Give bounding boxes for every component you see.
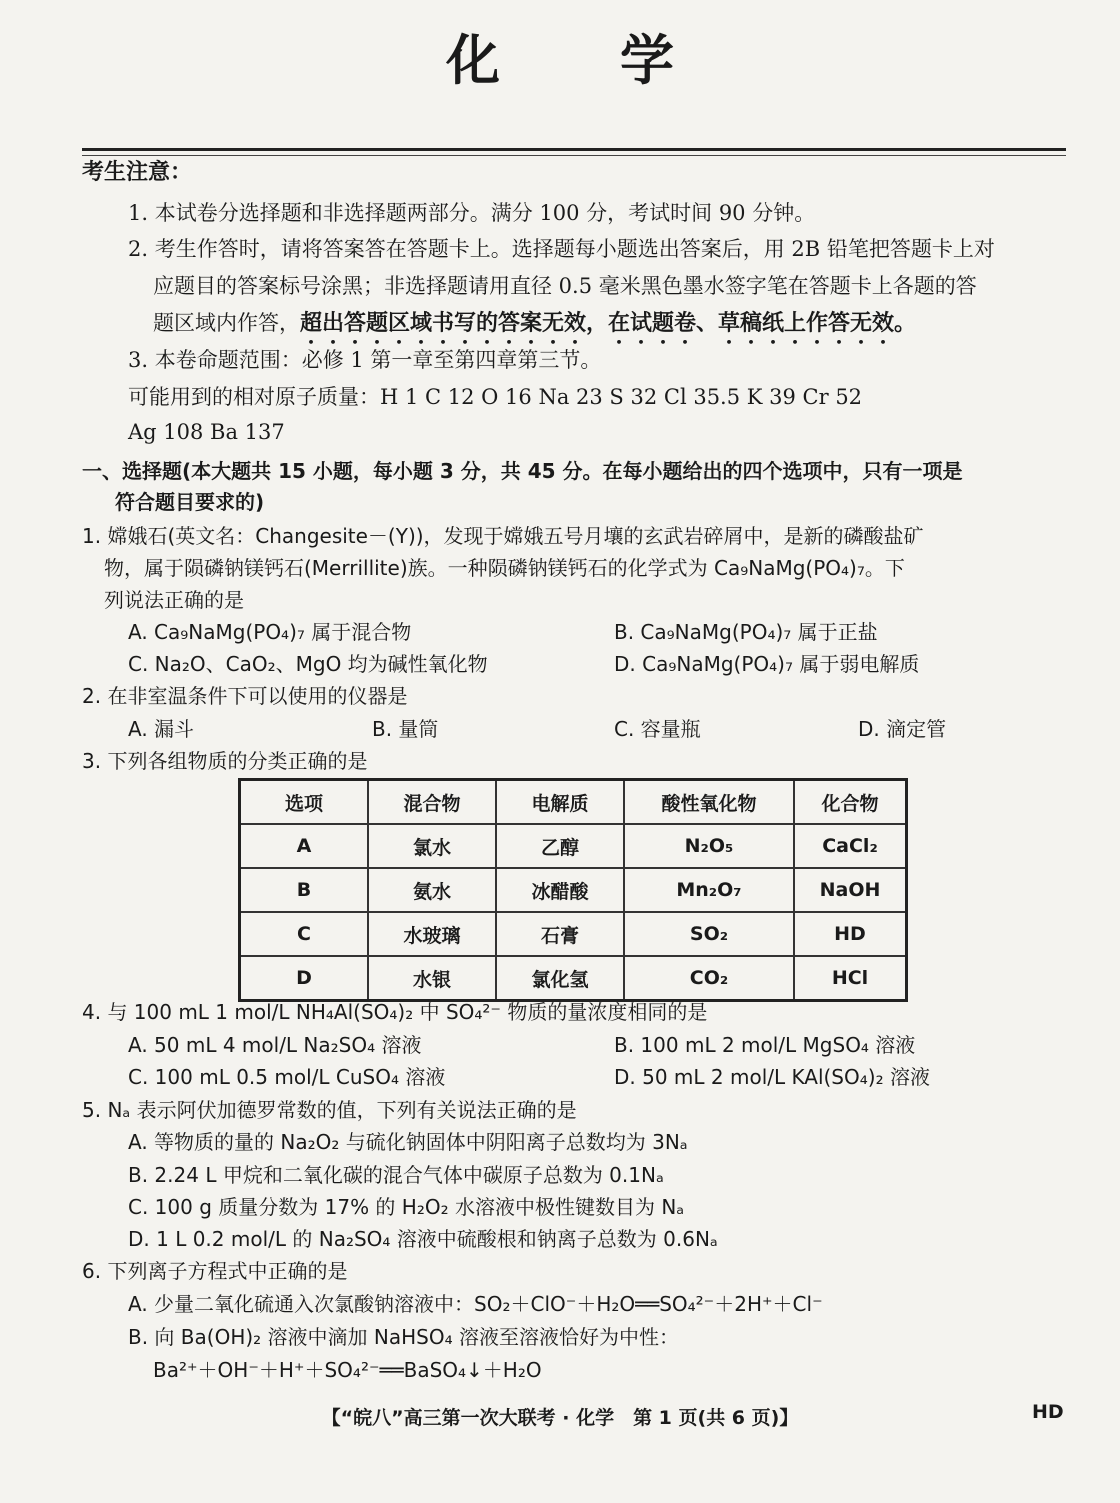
q6-option-a: A. 少量二氧化硫通入次氯酸钠溶液中：SO₂＋ClO⁻＋H₂O══SO₄²⁻＋2H⁺＋Cl⁻: [128, 1292, 823, 1316]
table-cell: A: [240, 824, 369, 868]
footer-code: HD: [1032, 1401, 1064, 1423]
q2-option-b: B. 量筒: [372, 717, 439, 741]
q2-option-d: D. 滴定管: [858, 717, 947, 741]
table-cell: 氨水: [368, 868, 496, 912]
q6-stem: 6. 下列离子方程式中正确的是: [82, 1259, 348, 1283]
table-row: [240, 912, 907, 956]
q3-stem: 3. 下列各组物质的分类正确的是: [82, 749, 368, 773]
atomic-masses-values: H 1 C 12 O 16 Na 23 S 32 Cl 35.5 K 39 Cr 52: [380, 385, 863, 409]
q1-option-d: D. Ca₉NaMg(PO₄)₇ 属于弱电解质: [614, 652, 920, 676]
q5-option-a: A. 等物质的量的 Na₂O₂ 与硫化钠固体中阴阳离子总数均为 3Nₐ: [128, 1130, 688, 1154]
table-cell: C: [240, 912, 369, 956]
q3-classification-table: [238, 778, 908, 1002]
q5-option-c: C. 100 g 质量分数为 17% 的 H₂O₂ 水溶液中极性键数目为 Nₐ: [128, 1195, 685, 1219]
atomic-masses-label: 可能用到的相对原子质量：: [128, 385, 380, 409]
q5-stem: 5. Nₐ 表示阿伏加德罗常数的值，下列有关说法正确的是: [82, 1098, 577, 1122]
table-cell: NaOH: [794, 868, 907, 912]
notice-heading: 考生注意：: [82, 160, 193, 185]
page-title: [0, 18, 1120, 95]
notice-item-2-emphasis: 超出答题区域书写的答案无效，在试题卷、草稿纸上作答无效。: [300, 311, 917, 336]
table-header-cell: 化合物: [794, 780, 907, 825]
q4-option-a: A. 50 mL 4 mol/L Na₂SO₄ 溶液: [128, 1033, 422, 1057]
notice-item-1: 1. 本试卷分选择题和非选择题两部分。满分 100 分，考试时间 90 分钟。: [128, 201, 816, 225]
title-char-2: 学: [620, 29, 674, 92]
q2-option-c: C. 容量瓶: [614, 717, 701, 741]
q1-stem-line-1: 1. 嫦娥石(英文名：Changesite－(Y))，发现于嫦娥五号月壤的玄武岩碎屑中，是新的磷酸盐矿: [82, 524, 924, 548]
q4-option-b: B. 100 mL 2 mol/L MgSO₄ 溶液: [614, 1033, 916, 1057]
q4-stem: 4. 与 100 mL 1 mol/L NH₄Al(SO₄)₂ 中 SO₄²⁻ 物质的量浓度相同的是: [82, 1000, 708, 1024]
table-cell: D: [240, 956, 369, 1001]
table-row: [240, 868, 907, 912]
q4-option-d: D. 50 mL 2 mol/L KAl(SO₄)₂ 溶液: [614, 1065, 930, 1089]
q1-option-b: B. Ca₉NaMg(PO₄)₇ 属于正盐: [614, 620, 878, 644]
header-rule-thin: [82, 155, 1066, 156]
table-row: [240, 824, 907, 868]
notice-item-3: 3. 本卷命题范围：必修 1 第一章至第四章第三节。: [128, 348, 602, 372]
table-cell: 水玻璃: [368, 912, 496, 956]
page-footer: 【“皖八”高三第一次大联考 · 化学 第 1 页(共 6 页)】: [321, 1407, 799, 1429]
table-cell: HCl: [794, 956, 907, 1001]
title-char-1: 化: [446, 29, 500, 92]
notice-item-2-line-1: 2. 考生作答时，请将答案答在答题卡上。选择题每小题选出答案后，用 2B 铅笔把答题卡上对: [128, 237, 995, 261]
table-cell: 冰醋酸: [496, 868, 624, 912]
q2-option-a: A. 漏斗: [128, 717, 195, 741]
table-cell: 氯化氢: [496, 956, 624, 1001]
q6-option-b-equation: Ba²⁺＋OH⁻＋H⁺＋SO₄²⁻══BaSO₄↓＋H₂O: [153, 1358, 542, 1382]
table-cell: Mn₂O₇: [624, 868, 794, 912]
q1-stem-line-2: 物，属于陨磷钠镁钙石(Merrillite)族。一种陨磷钠镁钙石的化学式为 Ca₉NaMg(PO₄)₇。下: [104, 556, 905, 580]
table-cell: HD: [794, 912, 907, 956]
atomic-masses-line-2: Ag 108 Ba 137: [128, 420, 285, 444]
table-header-cell: 混合物: [368, 780, 496, 825]
table-cell: 乙醇: [496, 824, 624, 868]
q6-option-b: B. 向 Ba(OH)₂ 溶液中滴加 NaHSO₄ 溶液至溶液恰好为中性：: [128, 1325, 679, 1349]
q5-option-d: D. 1 L 0.2 mol/L 的 Na₂SO₄ 溶液中硫酸根和钠离子总数为 0.6Nₐ: [128, 1227, 718, 1251]
table-cell: CO₂: [624, 956, 794, 1001]
q1-option-a: A. Ca₉NaMg(PO₄)₇ 属于混合物: [128, 620, 412, 644]
notice-item-2-line-2: 应题目的答案标号涂黑；非选择题请用直径 0.5 毫米黑色墨水签字笔在答题卡上各题的答: [153, 274, 977, 298]
q1-stem-line-3: 列说法正确的是: [104, 588, 244, 612]
table-cell: SO₂: [624, 912, 794, 956]
section-header-line-1: 一、选择题(本大题共 15 小题，每小题 3 分，共 45 分。在每小题给出的四个选项中，只有一项是: [82, 459, 963, 483]
table-row: [240, 956, 907, 1001]
q4-option-c: C. 100 mL 0.5 mol/L CuSO₄ 溶液: [128, 1065, 446, 1089]
notice-item-2-line-3-plain: 题区域内作答，: [153, 311, 300, 335]
table-cell: CaCl₂: [794, 824, 907, 868]
table-header-cell: 选项: [240, 780, 369, 825]
q5-option-b: B. 2.24 L 甲烷和二氧化碳的混合气体中碳原子总数为 0.1Nₐ: [128, 1163, 664, 1187]
q1-option-c: C. Na₂O、CaO₂、MgO 均为碱性氧化物: [128, 652, 488, 676]
table-cell: 氯水: [368, 824, 496, 868]
table-header-cell: 酸性氧化物: [624, 780, 794, 825]
table-header-row: [240, 780, 907, 825]
table-cell: N₂O₅: [624, 824, 794, 868]
atomic-masses-line: [128, 382, 862, 412]
q2-stem: 2. 在非室温条件下可以使用的仪器是: [82, 684, 408, 708]
table-header-cell: 电解质: [496, 780, 624, 825]
table-cell: 水银: [368, 956, 496, 1001]
table-cell: 石膏: [496, 912, 624, 956]
section-header-line-2: 符合题目要求的): [115, 490, 265, 514]
table-cell: B: [240, 868, 369, 912]
notice-item-2-line-3: [153, 308, 916, 349]
header-rule-thick: [82, 148, 1066, 151]
